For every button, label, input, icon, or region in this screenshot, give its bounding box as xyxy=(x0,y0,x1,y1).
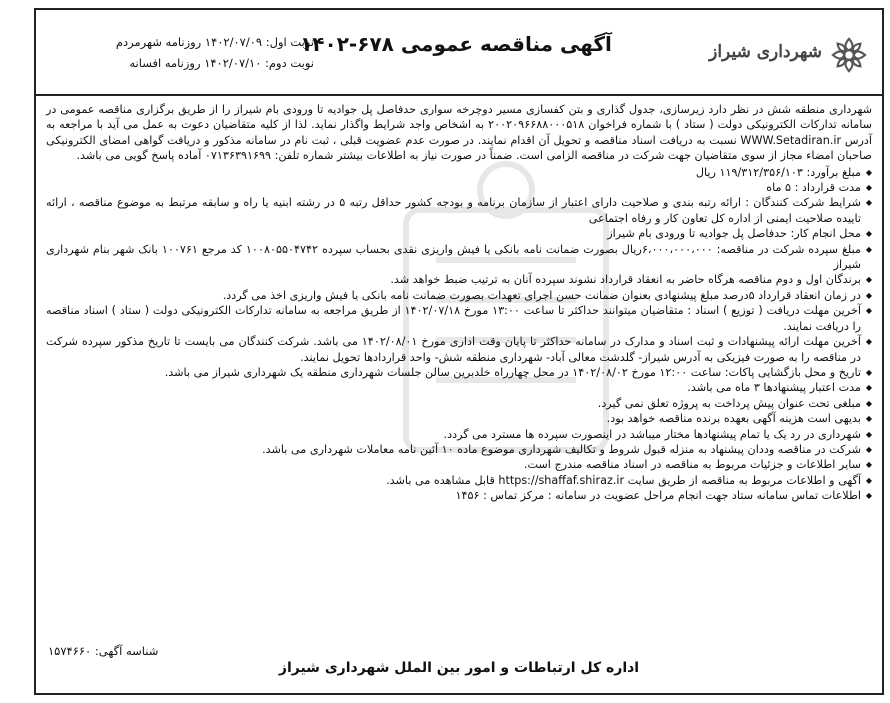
list-item: ◆ شرایط شرکت کنندگان : ارائه رتبه بندی و صلاحیت دارای اعتبار از سازمان برنامه و بودجه کشور حداقل رتبه ۵ در رشته ابنیه یا راه و سابقه مرتبط به موضوع مناقصه ، ارائه تاییده صلاحیت ایمنی از اداره کل تعاون کار و رفاه اجتماعی xyxy=(46,195,872,226)
list-item: ◆ سایر اطلاعات و جزئیات مربوط به مناقصه در اسناد مناقصه مندرج است. xyxy=(46,457,872,472)
list-item: ◆ بدیهی است هزینه آگهی بعهده برنده مناقصه خواهد بود. xyxy=(46,411,872,426)
list-item: ◆ در زمان انعقاد قرارداد ۵درصد مبلغ پیشنهادی بعنوان ضمانت حسن اجرای تعهدات بصورت ضمانت نامه بانکی یا فیش واریزی اخذ می گردد. xyxy=(46,288,872,303)
notice-header xyxy=(36,10,882,96)
list-item: ◆ آخرین مهلت دریافت ( توزیع ) اسناد : متقاضیان میتوانند حداکثر تا ساعت ۱۳:۰۰ مورخ ۱۴۰۲/۰۷/۱۸ از طریق مراجعه به سامانه تدارکات الکترونیکی دولت ( ستاد ) اسناد مناقصه را دریافت نمایند. xyxy=(46,303,872,334)
list-item: ◆ برندگان اول و دوم مناقصه هرگاه حاضر به انعقاد قرارداد نشوند سپرده آنان به ترتیب ضبط خواهد شد. xyxy=(46,272,872,287)
list-item: ◆ شرکت در مناقصه وددان پیشنهاد به منزله قبول شروط و تکالیف شهرداری موضوع ماده ۱۰ آئین نامه معاملات شهرداری می باشد. xyxy=(46,442,872,457)
intro-paragraph: شهرداری منطقه شش در نظر دارد زیرسازی، جدول گذاری و بتن کفسازی مسیر دوچرخه سواری حدفاصل پل جوادیه تا ورودی بام شیراز را از طریق برگزاری مناقصه عمومی در سامانه تدارکات الکترونیکی دولت ( ستاد ) با شماره فراخوان ۲۰۰۲۰۹۶۶۸۸۰۰۰۵۱۸ به اشخاص واجد شرایط واگذار نماید. لذا از کلیه متقاضیان دعوت به عمل می آید با مراجعه به آدرس WWW.Setadiran.ir نسبت به دریافت اسناد مناقصه و تحویل آن اقدام نمایند. در صورت عدم عضویت قبلی ، ثبت نام در سامانه مذکور و دریافت گواهی امضای الکترونیکی صاحبان امضاء مجاز از سوی متقاضیان جهت شرکت در مناقصه الزامی است. ضمناً در صورت نیاز به اطلاعات بیشتر شماره تلفن: ۰۷۱۳۶۳۹۱۶۹۹ آماده پاسخ گویی می باشد. xyxy=(46,103,872,163)
list-item: ◆ شهرداری در رد یک یا تمام پیشنهادها مختار میباشد در اینصورت سپرده ها مسترد می گردد. xyxy=(46,427,872,442)
conditions-list xyxy=(46,165,872,504)
footer-department: اداره کل ارتباطات و امور بین الملل شهرداری شیراز xyxy=(278,660,640,676)
list-item: ◆ تاریخ و محل بازگشایی پاکات: ساعت ۱۲:۰۰ مورخ ۱۴۰۲/۰۸/۰۲ در محل چهارراه خلدبرین سالن جلسات شهرداری منطقه یک شهرداری شیراز می باشد. xyxy=(46,365,872,380)
logo-text: شهرداری شیراز xyxy=(709,42,822,62)
turn-first: نوبت اول: ۱۴۰۲/۰۷/۰۹ روزنامه شهرمردم xyxy=(115,35,314,49)
ad-code: شناسه آگهی: ۱۵۷۴۶۶۰ xyxy=(48,644,159,658)
notice-frame xyxy=(34,8,884,695)
list-item: ◆ مبلغی تحت عنوان پیش پرداخت به پروژه تعلق نمی گیرد. xyxy=(46,396,872,411)
shiraz-municipality-logo xyxy=(708,34,868,78)
notice-title: آگهی مناقصه عمومی ۶۷۸-۱۴۰۲ xyxy=(300,32,612,56)
list-item: ◆ مبلغ برآورد: ۱۱۹/۳۱۲/۳۵۶/۱۰۳ ریال xyxy=(46,165,872,180)
notice-body xyxy=(46,102,872,504)
publication-turns xyxy=(54,32,314,74)
flower-logo-icon xyxy=(830,36,868,74)
list-item: ◆ مدت قرارداد : ۵ ماه xyxy=(46,180,872,195)
turn-second: نوبت دوم: ۱۴۰۲/۰۷/۱۰ روزنامه افسانه xyxy=(129,56,314,70)
list-item: ◆ محل انجام کار: حدفاصل پل جوادیه تا ورودی بام شیراز xyxy=(46,226,872,241)
list-item: ◆ اطلاعات تماس سامانه ستاد جهت انجام مراحل عضویت در سامانه : مرکز تماس : ۱۴۵۶ xyxy=(46,488,872,503)
list-item: ◆ مدت اعتبار پیشنهادها ۳ ماه می باشد. xyxy=(46,380,872,395)
list-item: ◆ مبلغ سپرده شرکت در مناقصه: ۶،۰۰۰،۰۰۰،۰۰۰ریال بصورت ضمانت نامه بانکی یا فیش واریزی نقدی بحساب سپرده ۱۰۰۸۰۵۵۰۴۷۴۲ کد مرجع ۱۰۰۷۶۱ بانک شهر بنام شهرداری شیراز xyxy=(46,242,872,273)
list-item: ◆ آگهی و اطلاعات مربوط به مناقصه از طریق سایت https://shaffaf.shiraz.ir قابل مشاهده می باشد. xyxy=(46,473,872,488)
list-item: ◆ آخرین مهلت ارائه پیشنهادات و ثبت اسناد و مدارک در سامانه حداکثر تا پایان وقت اداری مورخ ۱۴۰۲/۰۸/۰۱ می باشد. شرکت کنندگان می بایست تا تاریخ مذکور سپرده شرکت در مناقصه را به صورت فیزیکی به آدرس شیراز- گلدشت معالی آباد- شهرداری منطقه شش- واحد قراردادها تحویل نمایند. xyxy=(46,334,872,365)
